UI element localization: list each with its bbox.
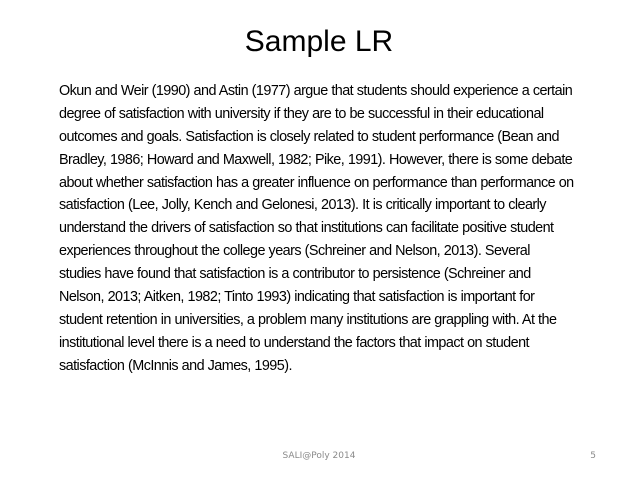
body-line: satisfaction (Lee, Jolly, Kench and Gelonesi, 2013). It is critically important to clearly bbox=[59, 197, 546, 214]
body-line: about whether satisfaction has a greater influence on performance than performance on bbox=[59, 174, 574, 191]
body-line: understand the drivers of satisfaction so that institutions can facilitate positive student bbox=[59, 220, 554, 237]
body-line: satisfaction (McInnis and James, 1995). bbox=[59, 357, 292, 374]
body-line: degree of satisfaction with university if they are to be successful in their educational bbox=[59, 105, 544, 122]
slide-title: Sample LR bbox=[244, 25, 394, 58]
body-line: outcomes and goals. Satisfaction is closely related to student performance (Bean and bbox=[59, 128, 559, 145]
slide-body-text bbox=[59, 80, 599, 378]
body-line: student retention in universities, a problem many institutions are grappling with. At the bbox=[59, 311, 557, 328]
body-line: Okun and Weir (1990) and Astin (1977) argue that students should experience a certain bbox=[59, 83, 573, 99]
body-line: experiences throughout the college years (Schreiner and Nelson, 2013). Several bbox=[59, 243, 530, 260]
body-line: Bradley, 1986; Howard and Maxwell, 1982; Pike, 1991). However, there is some debate bbox=[59, 151, 573, 168]
slide-footer: SALI@Poly 2014 bbox=[282, 451, 356, 461]
body-line: institutional level there is a need to understand the factors that impact on student bbox=[59, 334, 529, 351]
slide-page-number: 5 bbox=[590, 451, 596, 461]
body-line: Nelson, 2013; Aitken, 1982; Tinto 1993) indicating that satisfaction is important for bbox=[59, 289, 535, 306]
body-line: studies have found that satisfaction is a contributor to persistence (Schreiner and bbox=[59, 266, 531, 283]
